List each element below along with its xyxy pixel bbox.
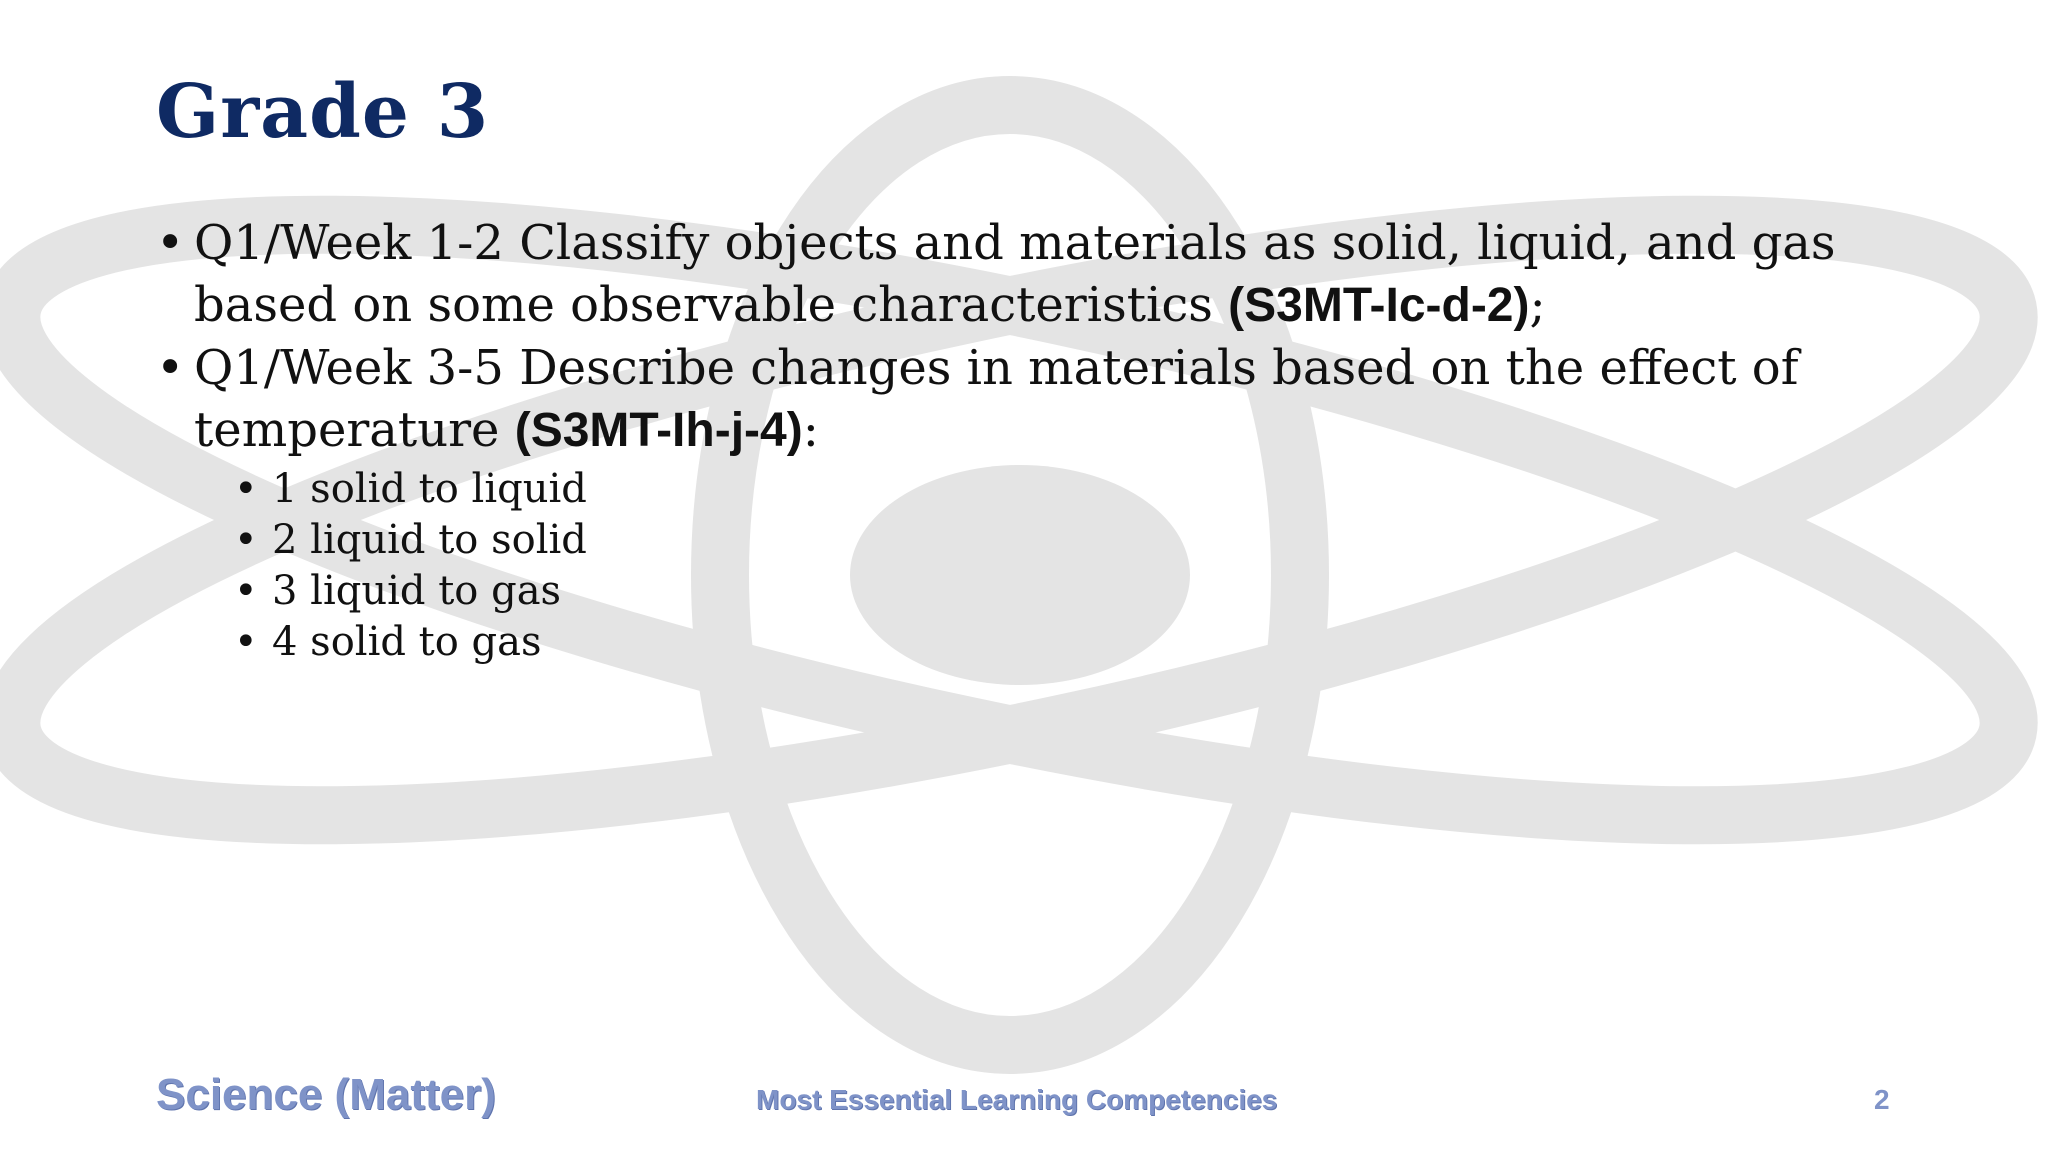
footer-subject: Science (Matter) bbox=[156, 1070, 496, 1119]
sub-bullet-text: 2 liquid to solid bbox=[272, 517, 587, 563]
sub-bullet-item bbox=[156, 464, 1916, 515]
sub-bullet-item bbox=[156, 566, 1916, 617]
bullet-glyph: • bbox=[156, 340, 185, 396]
bullet-glyph: • bbox=[234, 568, 258, 614]
competency-code: (S3MT-Ih-j-4) bbox=[514, 404, 803, 457]
footer-center-text: Most Essential Learning Competencies bbox=[756, 1084, 1278, 1115]
sub-list bbox=[156, 464, 1916, 668]
sub-bullet-item bbox=[156, 617, 1916, 668]
bullet-item-2 bbox=[156, 337, 1916, 462]
bullet-text: Q1/Week 3-5 Describe changes in materials based on the effect of temperature bbox=[194, 340, 1799, 458]
bullet-suffix: ; bbox=[1529, 277, 1546, 333]
bullet-suffix: : bbox=[802, 402, 819, 458]
bullet-glyph: • bbox=[234, 619, 258, 665]
bullet-glyph: • bbox=[234, 466, 258, 512]
page-number: 2 bbox=[1874, 1084, 1890, 1115]
bullet-glyph: • bbox=[156, 215, 185, 271]
sub-bullet-text: 3 liquid to gas bbox=[272, 568, 562, 614]
sub-bullet-text: 1 solid to liquid bbox=[272, 466, 587, 512]
slide-title: Grade 3 bbox=[156, 69, 490, 155]
competency-code: (S3MT-Ic-d-2) bbox=[1228, 279, 1530, 332]
sub-bullet-text: 4 solid to gas bbox=[272, 619, 542, 665]
bullet-text: Q1/Week 1-2 Classify objects and materials as solid, liquid, and gas based on some observable characteristics bbox=[194, 215, 1836, 333]
content-list bbox=[156, 212, 1916, 668]
sub-bullet-item bbox=[156, 515, 1916, 566]
bullet-glyph: • bbox=[234, 517, 258, 563]
bullet-item-1 bbox=[156, 212, 1916, 337]
